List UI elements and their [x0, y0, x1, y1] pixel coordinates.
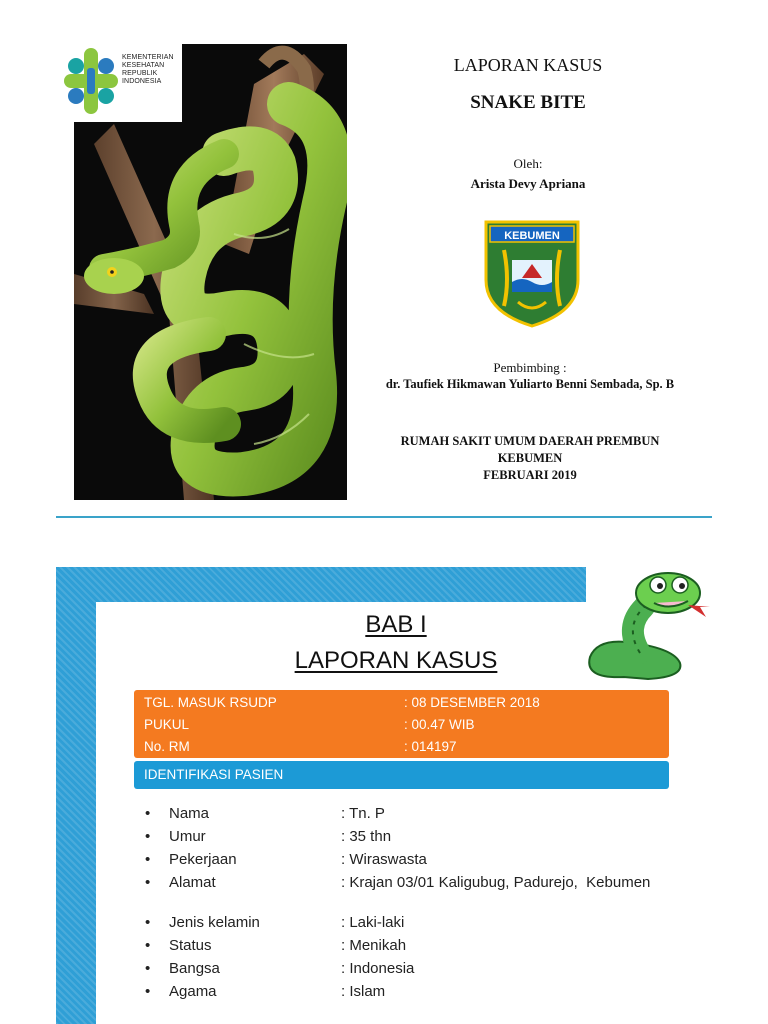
list-item	[145, 874, 675, 908]
field-label: Status	[169, 937, 212, 954]
emblem-label: KEBUMEN	[504, 230, 560, 242]
bullet-icon: •	[145, 983, 151, 1000]
field-value: : Laki-laki	[341, 914, 405, 931]
patient-identity-list	[145, 805, 675, 1006]
admission-label: TGL. MASUK RSUDP	[144, 695, 277, 710]
admission-value: : 08 DESEMBER 2018	[404, 695, 540, 710]
section-label: IDENTIFIKASI PASIEN	[144, 767, 284, 782]
field-label: Alamat	[169, 874, 216, 891]
list-item	[145, 828, 675, 845]
slide-title: LAPORAN KASUS	[453, 55, 603, 75]
bullet-icon: •	[145, 937, 151, 954]
admission-value: : 00.47 WIB	[404, 717, 475, 732]
logo-line: KEMENTERIAN	[122, 54, 174, 61]
slide-divider	[56, 516, 712, 518]
list-item	[145, 937, 675, 954]
admission-row	[144, 736, 664, 758]
list-item	[145, 983, 675, 1000]
section-header	[134, 761, 669, 789]
field-value: : Krajan 03/01 Kaligubug, Padurejo, Kebumen	[341, 874, 651, 891]
logo-line: INDONESIA	[122, 78, 162, 85]
author-name: Arista Devy Apriana	[470, 176, 586, 191]
hospital-name: RUMAH SAKIT UMUM DAERAH PREMBUN	[400, 434, 660, 448]
field-label: Pekerjaan	[169, 851, 237, 868]
admission-info-box	[134, 690, 669, 758]
kemenkes-logo	[56, 40, 182, 122]
chapter-title: LAPORAN KASUS	[294, 647, 498, 674]
field-value: : Menikah	[341, 937, 407, 954]
field-label: Agama	[169, 983, 217, 1000]
logo-line: REPUBLIK	[122, 70, 158, 77]
field-label: Jenis kelamin	[169, 914, 260, 931]
snake-cartoon-icon	[584, 567, 712, 690]
case-report-slide	[56, 567, 712, 1024]
author-label: Oleh:	[513, 156, 543, 171]
admission-value: : 014197	[404, 739, 457, 754]
bullet-icon: •	[145, 805, 151, 822]
admission-row	[144, 714, 664, 736]
bullet-icon: •	[145, 828, 151, 845]
list-item	[145, 914, 675, 931]
field-value: : Islam	[341, 983, 386, 1000]
kemenkes-emblem-icon	[64, 48, 118, 114]
admission-label: PUKUL	[144, 717, 190, 732]
report-date: FEBRUARI 2019	[483, 468, 577, 482]
bullet-icon: •	[145, 914, 151, 931]
hospital-city: KEBUMEN	[497, 451, 563, 465]
logo-line: KESEHATAN	[122, 62, 165, 69]
field-value: : 35 thn	[341, 828, 392, 845]
list-item	[145, 805, 675, 822]
list-item	[145, 851, 675, 868]
field-label: Umur	[169, 828, 206, 845]
field-label: Bangsa	[169, 960, 220, 977]
hospital-block	[370, 433, 690, 484]
bullet-icon: •	[145, 960, 151, 977]
bullet-icon: •	[145, 851, 151, 868]
field-value: : Wiraswasta	[341, 851, 427, 868]
field-label: Nama	[169, 805, 210, 822]
kebumen-emblem	[482, 220, 582, 333]
slide-subtitle: SNAKE BITE	[470, 92, 586, 113]
admission-row	[144, 692, 664, 714]
supervisor-name: dr. Taufiek Hikmawan Yuliarto Benni Sembada, Sp. B	[385, 377, 675, 391]
list-item	[145, 960, 675, 977]
chapter-heading: BAB I	[365, 611, 427, 638]
admission-label: No. RM	[144, 739, 190, 754]
field-value: : Indonesia	[341, 960, 415, 977]
bullet-icon: •	[145, 874, 151, 891]
field-value: : Tn. P	[341, 805, 385, 822]
supervisor-label: Pembimbing :	[493, 360, 567, 375]
